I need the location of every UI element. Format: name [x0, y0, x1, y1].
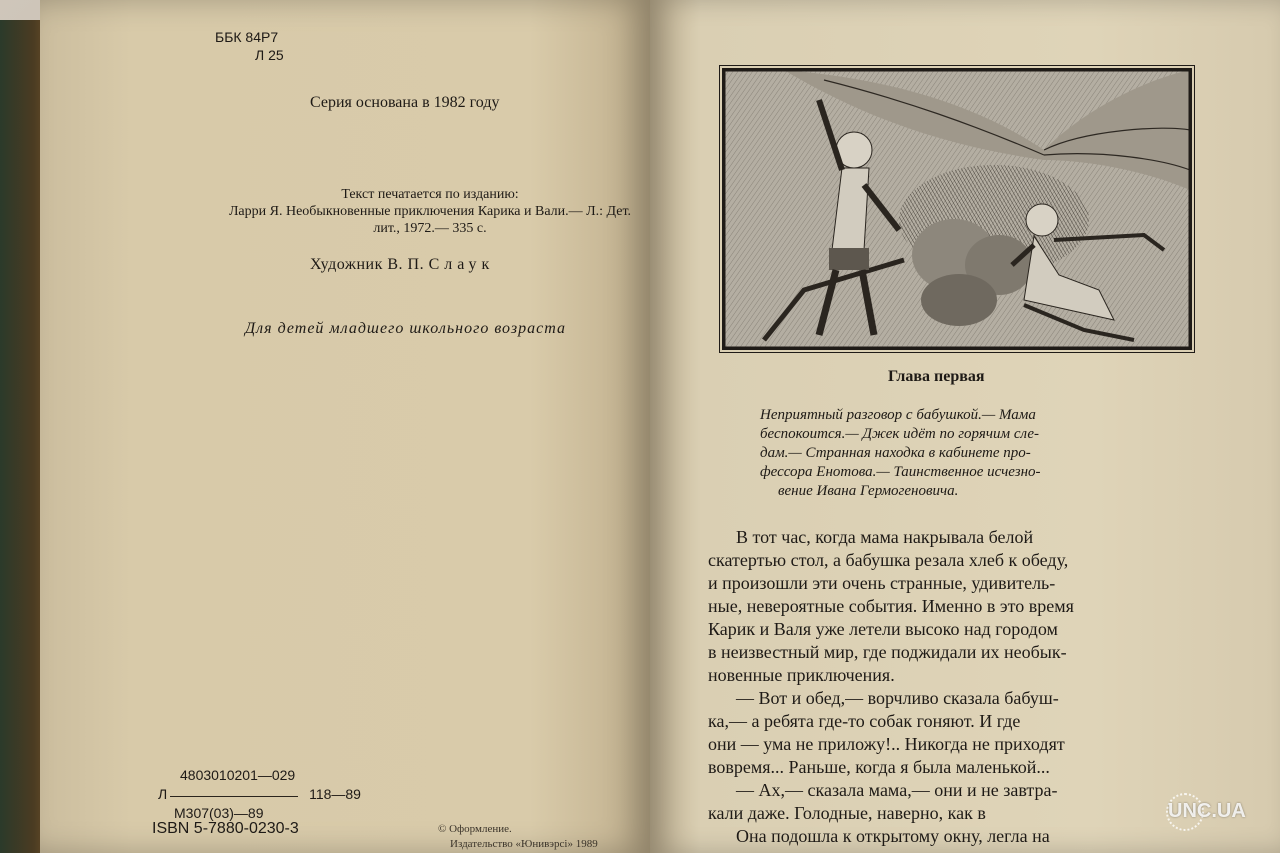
synopsis-line: дам.— Странная находка в кабинете про- [760, 445, 1031, 461]
body-line: ка,— а ребята где-то собак гоняют. И где [708, 711, 1021, 731]
body-line: ные, невероятные события. Именно в это время [708, 596, 1074, 616]
body-line: новенные приключения. [708, 665, 895, 685]
body-line: Карик и Валя уже летели высоко над городом [708, 619, 1058, 639]
body-line: — Вот и обед,— ворчливо сказала бабуш- [736, 688, 1059, 708]
synopsis-line: фессора Енотова.— Таинственное исчезно- [760, 464, 1041, 480]
synopsis-line: Неприятный разговор с бабушкой.— Мама [760, 407, 1036, 423]
engraving-drawing [724, 70, 1190, 348]
artist-credit: Художник В. П. Слаук [310, 256, 495, 273]
body-line: В тот час, когда мама накрывала белой [736, 527, 1034, 547]
synopsis-line: беспокоится.— Джек идёт по горячим сле- [760, 426, 1040, 442]
chapter-synopsis [760, 406, 1041, 501]
body-line: скатертью стол, а бабушка резала хлеб к обеду, [708, 550, 1069, 570]
body-line: вовремя... Раньше, когда я была маленькой... [708, 757, 1050, 777]
source-edition: Текст печатается по изданию: Ларри Я. Необыкновенные приключения Карика и Вали.— Л.: Дет. лит., 1972.— 335 с. [228, 187, 632, 236]
watermark: UNC.UA [1168, 800, 1246, 822]
isbn: ISBN 5-7880-0230-3 [152, 820, 299, 837]
audience-note: Для детей младшего школьного возраста [245, 320, 566, 337]
chapter-title: Глава первая [888, 368, 985, 385]
body-line: Она подошла к открытому окну, легла на [736, 826, 1050, 846]
series-note: Серия основана в 1982 году [310, 94, 500, 111]
left-page [40, 0, 652, 853]
synopsis-line: вение Ивана Гермогеновича. [778, 483, 959, 499]
body-line: — Ах,— сказала мама,— они и не завтра- [736, 780, 1058, 800]
body-line: и произошли эти очень странные, удивитель- [708, 573, 1056, 593]
chapter-illustration [722, 68, 1192, 350]
body-line: они — ума не приложу!.. Никогда не приходят [708, 734, 1065, 754]
bbk-code: ББК 84Р7 Л 25 [215, 29, 284, 63]
body-line: кали даже. Голодные, наверно, как в [708, 803, 986, 823]
body-line: в неизвестный мир, где поджидали их необык- [708, 642, 1067, 662]
publication-codes: 4803010201—029 Л 118—89 М307(03)—89 [158, 767, 361, 821]
chapter-body-text [708, 526, 1074, 848]
copyright-note: © Оформление. Издательство «Юнивэрсі» 1989 [438, 823, 598, 850]
fraction-rule [170, 796, 298, 797]
